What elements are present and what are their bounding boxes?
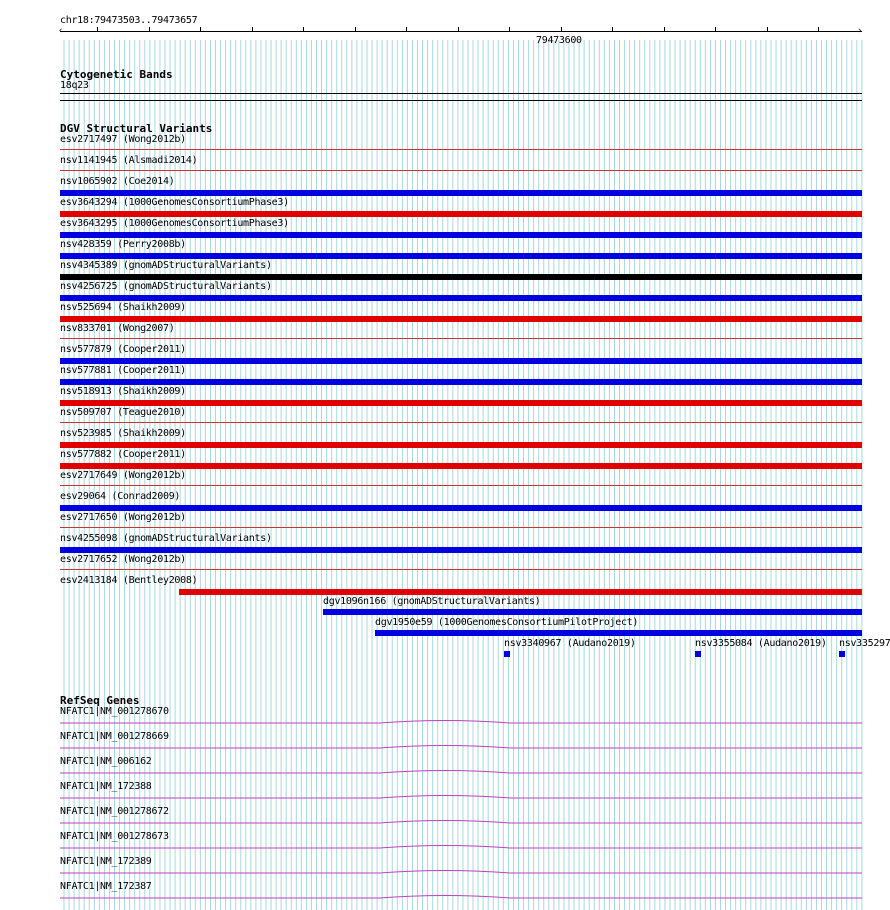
gene-label[interactable]: NFATC1|NM_001278669 — [60, 731, 169, 742]
variant-label[interactable]: nsv4255098 (gnomADStructuralVariants) — [60, 533, 272, 544]
gene-label[interactable]: NFATC1|NM_001278672 — [60, 806, 169, 817]
gene-intron-line — [60, 846, 862, 849]
gene-label[interactable]: NFATC1|NM_006162 — [60, 756, 152, 767]
variant-label[interactable]: nsv428359 (Perry2008b) — [60, 239, 186, 250]
gene-intron-line — [60, 721, 862, 724]
ruler-tick — [664, 27, 665, 32]
variant-label[interactable]: nsv577881 (Cooper2011) — [60, 365, 186, 376]
variant-label[interactable]: nsv523985 (Shaikh2009) — [60, 428, 186, 439]
variant-label[interactable]: nsv509707 (Teague2010) — [60, 407, 186, 418]
gene-intron-line — [60, 871, 862, 874]
variant-label[interactable]: esv29064 (Conrad2009) — [60, 491, 181, 502]
variant-label[interactable]: esv3643295 (1000GenomesConsortiumPhase3) — [60, 218, 289, 229]
variant-label[interactable]: nsv518913 (Shaikh2009) — [60, 386, 186, 397]
ruler-tick — [406, 27, 407, 32]
ruler-tick — [303, 27, 304, 32]
cytoband-track-title: Cytogenetic Bands — [60, 68, 173, 81]
gene-intron-line — [60, 821, 862, 824]
gene-label[interactable]: NFATC1|NM_172387 — [60, 881, 152, 892]
variant-label[interactable]: esv2717650 (Wong2012b) — [60, 512, 186, 523]
variant-label[interactable]: nsv3340967 (Audano2019) — [504, 638, 636, 649]
gene-intron-line — [60, 796, 862, 799]
gene-intron-line — [60, 896, 862, 899]
ruler-tick — [355, 27, 356, 32]
ruler-tick — [818, 27, 819, 32]
refseq-track-title: RefSeq Genes — [60, 694, 140, 707]
gene-intron-line — [60, 771, 862, 774]
gene-label[interactable]: NFATC1|NM_172388 — [60, 781, 152, 792]
variant-label[interactable]: nsv577882 (Cooper2011) — [60, 449, 186, 460]
ruler-tick-label: 79473600 — [536, 35, 582, 46]
gene-label[interactable]: NFATC1|NM_001278673 — [60, 831, 169, 842]
gene-intron-line — [60, 746, 862, 749]
gene-label[interactable]: NFATC1|NM_001278670 — [60, 706, 169, 717]
ruler-left-arrow-icon[interactable]: ‹ — [58, 26, 64, 36]
cytoband-label: 18q23 — [60, 80, 89, 91]
variant-label[interactable]: nsv1141945 (Alsmadi2014) — [60, 155, 198, 166]
dgv-track-title: DGV Structural Variants — [60, 122, 213, 135]
gene-label[interactable]: NFATC1|NM_172389 — [60, 856, 152, 867]
variant-label[interactable]: nsv833701 (Wong2007) — [60, 323, 175, 334]
variant-label[interactable]: esv2717652 (Wong2012b) — [60, 554, 186, 565]
ruler-tick — [715, 27, 716, 32]
ruler-tick — [767, 27, 768, 32]
variant-label[interactable]: nsv335297 — [839, 638, 890, 649]
variant-label[interactable]: esv2717649 (Wong2012b) — [60, 470, 186, 481]
variant-label[interactable]: nsv4345389 (gnomADStructuralVariants) — [60, 260, 272, 271]
ruler-tick — [458, 27, 459, 32]
variant-label[interactable]: nsv1065902 (Coe2014) — [60, 176, 175, 187]
variant-label[interactable]: nsv3355084 (Audano2019) — [695, 638, 827, 649]
ruler-tick — [200, 27, 201, 32]
region-label: chr18:79473503..79473657 — [60, 15, 198, 26]
ruler-tick — [612, 27, 613, 32]
ruler-tick — [149, 27, 150, 32]
variant-label[interactable]: esv2413184 (Bentley2008) — [60, 575, 198, 586]
variant-label[interactable]: esv2717497 (Wong2012b) — [60, 134, 186, 145]
variant-label[interactable]: nsv4256725 (gnomADStructuralVariants) — [60, 281, 272, 292]
variant-label[interactable]: dgv1950e59 (1000GenomesConsortiumPilotProject) — [375, 617, 639, 628]
variant-label[interactable]: dgv1096n166 (gnomADStructuralVariants) — [323, 596, 541, 607]
variant-label[interactable]: nsv577879 (Cooper2011) — [60, 344, 186, 355]
ruler-right-arrow-icon[interactable]: › — [857, 26, 863, 36]
ruler-tick — [252, 27, 253, 32]
ruler-tick — [509, 27, 510, 32]
ruler-tick — [561, 27, 562, 32]
variant-label[interactable]: nsv525694 (Shaikh2009) — [60, 302, 186, 313]
variant-label[interactable]: esv3643294 (1000GenomesConsortiumPhase3) — [60, 197, 289, 208]
ruler-tick — [97, 27, 98, 32]
